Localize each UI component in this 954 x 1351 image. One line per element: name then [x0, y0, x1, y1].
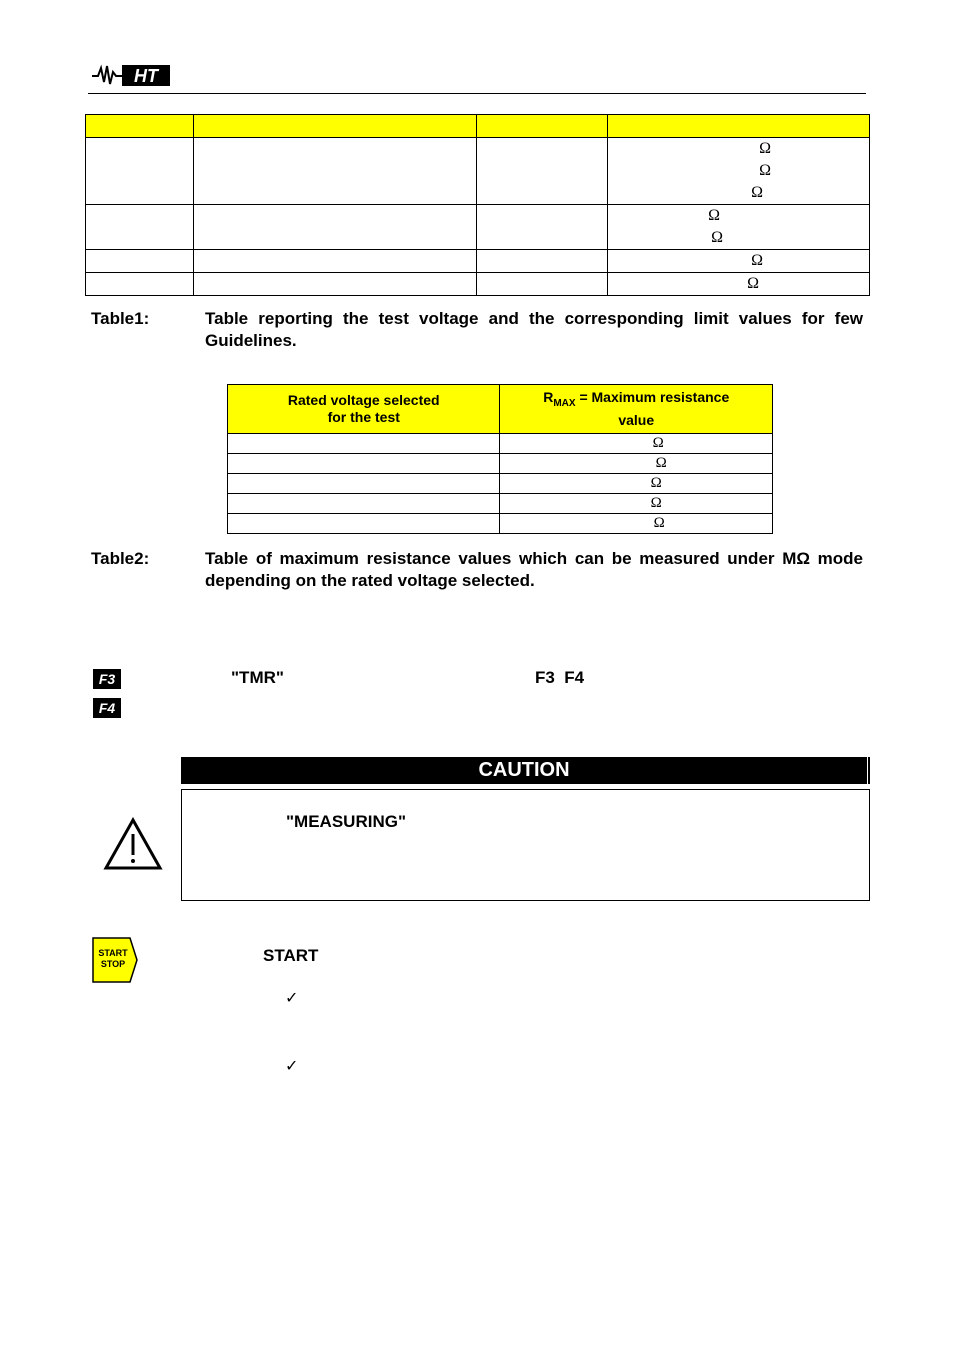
omega-symbol: Ω — [759, 140, 772, 157]
table-row — [228, 514, 773, 534]
omega-symbol: Ω — [747, 275, 760, 292]
table1-caption-text: Table reporting the test voltage and the corresponding limit values for few Guidelines. — [205, 309, 863, 350]
table-row — [228, 474, 773, 494]
f4-key-icon: F4 — [93, 698, 121, 718]
check-icon: ✓ — [285, 1056, 299, 1075]
start-stop-button-icon — [92, 937, 138, 983]
omega-symbol: Ω — [751, 252, 764, 269]
omega-symbol: Ω — [655, 455, 667, 471]
table-row — [86, 250, 870, 273]
warning-icon — [103, 817, 163, 872]
check-icon: ✓ — [285, 988, 299, 1007]
header-rule — [88, 93, 866, 94]
start-label: START — [263, 946, 319, 965]
table-header-row — [86, 115, 870, 138]
table-row — [86, 205, 870, 250]
table2-caption-text: Table of maximum resistance values which can be measured under MΩ mode depending on the rated voltage selected. — [205, 549, 863, 590]
f3-key-icon: F3 — [93, 669, 121, 689]
ht-logo — [92, 62, 172, 88]
rmax-header: $R_{MAX}$ = Maximum resistance value — [500, 385, 773, 434]
caution-box — [181, 789, 870, 901]
table-header-row — [228, 385, 773, 434]
table-row — [228, 454, 773, 474]
max-resistance-table — [227, 384, 773, 534]
omega-symbol: Ω — [653, 515, 665, 531]
table1-caption-label: Table1: — [91, 309, 150, 328]
omega-symbol: Ω — [759, 162, 772, 179]
caution-bar-edge — [868, 757, 870, 784]
caution-title: CAUTION — [181, 757, 867, 784]
omega-symbol: Ω — [751, 184, 764, 201]
tmr-label: "TMR" — [231, 668, 284, 687]
omega-symbol: Ω — [708, 207, 721, 224]
guidelines-table — [85, 114, 870, 296]
svg-text:STOP: STOP — [100, 959, 126, 969]
rated-voltage-header: Rated voltage selected for the test — [228, 385, 500, 434]
f3-f4-label: F3 F4 — [535, 668, 585, 687]
omega-symbol: Ω — [650, 495, 662, 511]
omega-symbol: Ω — [652, 435, 664, 451]
omega-symbol: Ω — [711, 229, 724, 246]
table2-caption-label: Table2: — [91, 549, 150, 568]
table-row — [228, 494, 773, 514]
omega-symbol: Ω — [650, 475, 662, 491]
svg-text:START: START — [98, 948, 128, 958]
logo-text: HT — [134, 66, 158, 86]
measuring-label: "MEASURING" — [286, 812, 407, 831]
table-row — [228, 434, 773, 454]
table-row — [86, 273, 870, 296]
table-row — [86, 138, 870, 205]
